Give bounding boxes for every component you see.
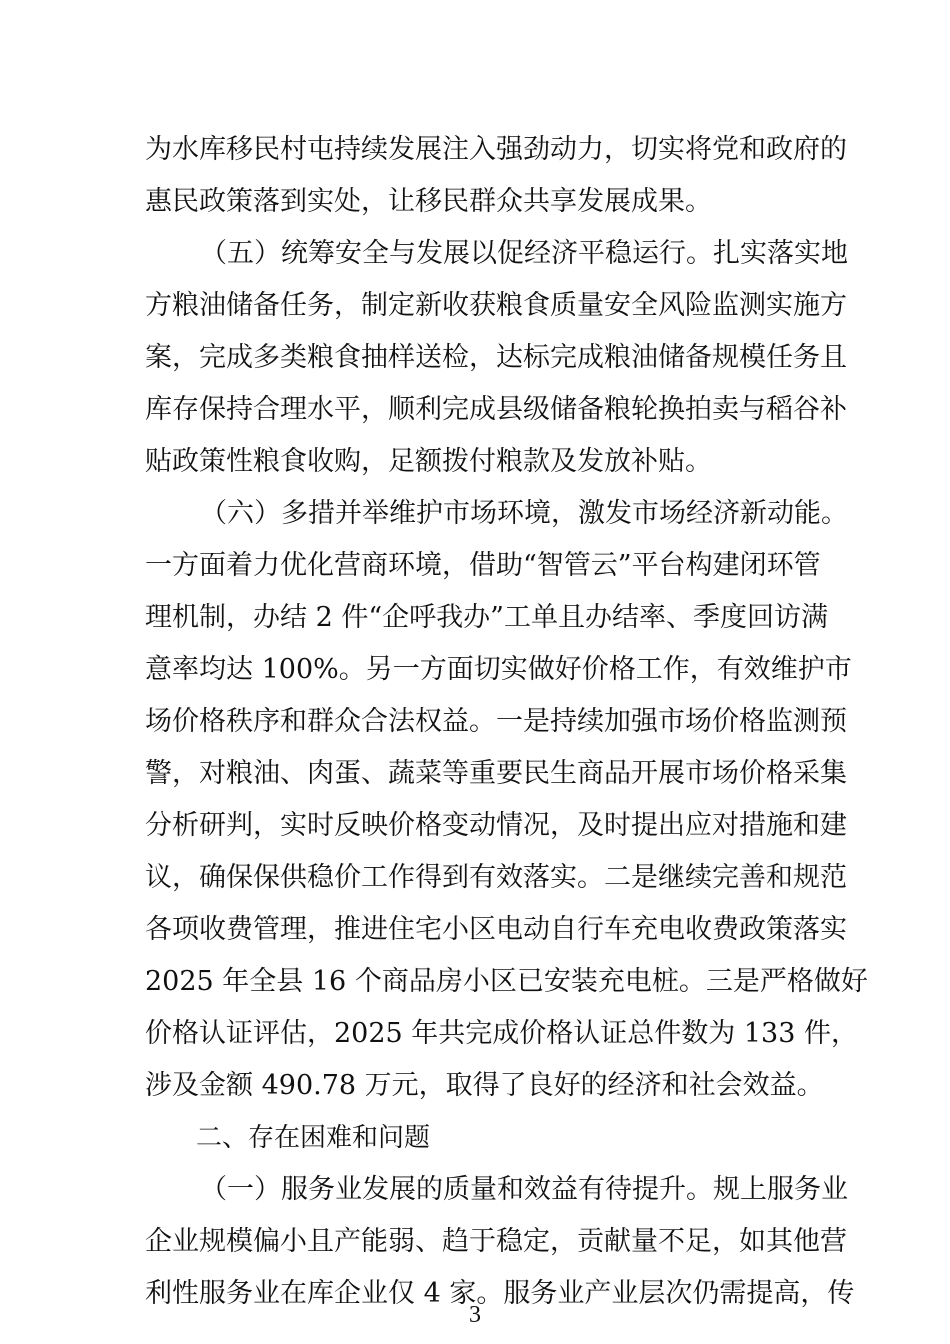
paragraph-line: 企业规模偏小且产能弱、趋于稳定，贡献量不足，如其他营: [145, 1226, 847, 1257]
paragraph-line: 场价格秩序和群众合法权益。一是持续加强市场价格监测预: [145, 706, 847, 737]
paragraph-line: 2025 年全县 16 个商品房小区已安装充电桩。三是严格做好: [145, 966, 868, 997]
page-number: 3: [469, 1302, 481, 1328]
paragraph-line: 库存保持合理水平，顺利完成县级储备粮轮换拍卖与稻谷补: [145, 394, 847, 425]
paragraph-line: 利性服务业在库企业仅 4 家。服务业产业层次仍需提高，传: [145, 1278, 855, 1309]
paragraph-line: 涉及金额 490.78 万元，取得了良好的经济和社会效益。: [145, 1070, 824, 1101]
paragraph-line: 议，确保保供稳价工作得到有效落实。二是继续完善和规范: [145, 862, 847, 893]
subsection-1-heading-line: （一）服务业发展的质量和效益有待提升。规上服务业: [200, 1174, 848, 1205]
section-6-heading-line: （六）多措并举维护市场环境，激发市场经济新动能。: [200, 498, 848, 529]
paragraph-line: 惠民政策落到实处，让移民群众共享发展成果。: [145, 186, 712, 217]
paragraph-line: 价格认证评估，2025 年共完成价格认证总件数为 133 件，: [145, 1018, 858, 1049]
paragraph-line: 分析研判，实时反映价格变动情况，及时提出应对措施和建: [145, 810, 847, 841]
paragraph-line: 理机制，办结 2 件“企呼我办”工单且办结率、季度回访满: [145, 602, 828, 633]
paragraph-line: 案，完成多类粮食抽样送检，达标完成粮油储备规模任务且: [145, 342, 847, 373]
paragraph-line: 为水库移民村屯持续发展注入强劲动力，切实将党和政府的: [145, 134, 847, 165]
section-heading: 二、存在困难和问题: [196, 1123, 431, 1153]
section-5-heading-line: （五）统筹安全与发展以促经济平稳运行。扎实落实地: [200, 238, 848, 269]
paragraph-line: 一方面着力优化营商环境，借助“智管云”平台构建闭环管: [145, 550, 821, 581]
paragraph-line: 意率均达 100%。另一方面切实做好价格工作，有效维护市: [145, 654, 852, 685]
paragraph-line: 各项收费管理，推进住宅小区电动自行车充电收费政策落实: [145, 914, 847, 945]
paragraph-line: 警，对粮油、肉蛋、蔬菜等重要民生商品开展市场价格采集: [145, 758, 847, 789]
paragraph-line: 方粮油储备任务，制定新收获粮食质量安全风险监测实施方: [145, 290, 847, 321]
paragraph-line: 贴政策性粮食收购，足额拨付粮款及发放补贴。: [145, 446, 712, 477]
